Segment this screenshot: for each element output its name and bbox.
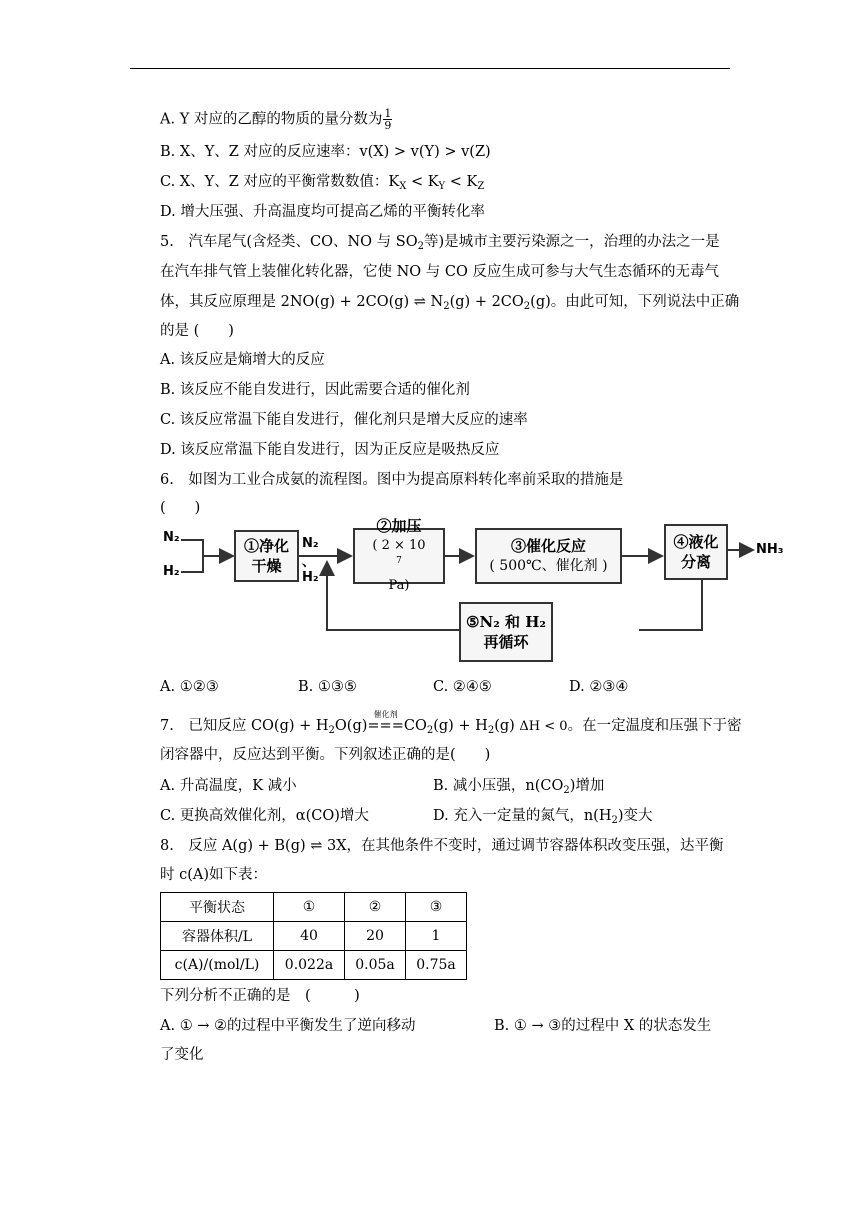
fraction: $\frac{1}{9}$ xyxy=(384,107,392,132)
n2-label: N₂ xyxy=(163,530,180,545)
table-cell: 0.75a xyxy=(406,951,467,980)
q8-stem-line1: 8. 反应 A(g) + B(g) ⇌ 3X，在其他条件不变时，通过调节容器体积改变压强，达平衡 xyxy=(160,838,724,854)
q5-stem-line1: 5. 汽车尾气(含烃类、CO、NO 与 $SO_2$等)是城市主要污染源之一，治理的办法之一是 xyxy=(160,234,720,252)
q5-stem-line3: 体，其反应原理是 2NO(g) + 2CO(g) ⇌ $N_2(g) + 2CO_2(g)$。由此可知，下列说法中正确 xyxy=(160,294,740,312)
q8-stem-line3: 下列分析不正确的是 ( ) xyxy=(160,988,360,1004)
q5-stem-line2: 在汽车排气管上装催化转化器，它使 NO 与 CO 反应生成可参与大气生态循环的无毒气 xyxy=(160,264,719,280)
catalyst-arrow: 催化剂 === xyxy=(367,710,404,734)
equilibrium-table xyxy=(160,892,467,980)
table-cell: c(A)/(mol/L) xyxy=(161,951,274,980)
h2-label: H₂ xyxy=(163,564,180,579)
nh3-output-label: NH₃ xyxy=(756,542,784,557)
q8-stem-line2: 时 c(A)如下表： xyxy=(160,867,268,883)
q8-option-b: B. ① → ③的过程中 X 的状态发生 xyxy=(494,1018,712,1034)
table-header-cell: ③ xyxy=(406,893,467,922)
q6-stem-line2: ( ) xyxy=(160,500,201,516)
q5-option-b: B. 该反应不能自发进行，因此需要合适的催化剂 xyxy=(160,382,470,398)
q6-option-a: A. ①②③ xyxy=(160,679,219,695)
liquefy-separate-box: ④液化 分离 xyxy=(664,524,728,580)
q4-option-d: D. 增大压强、升高温度均可提高乙烯的平衡转化率 xyxy=(160,204,485,220)
table-header-row xyxy=(161,893,467,922)
q7-option-b: B. 减小压强，$n(CO_2)$增加 xyxy=(433,778,605,796)
q7-option-a: A. 升高温度，K 减小 xyxy=(160,778,297,794)
purify-dry-box: ①净化 干燥 xyxy=(234,530,299,582)
q6-option-c: C. ②④⑤ xyxy=(433,679,492,695)
q7-option-d: D. 充入一定量的氮气，$n(H_2)$变大 xyxy=(433,808,653,826)
table-cell: 容器体积/L xyxy=(161,922,274,951)
q4-option-b: B. X、Y、Z 对应的反应速率：v(X) > v(Y) > v(Z) xyxy=(160,144,491,160)
q6-option-b: B. ①③⑤ xyxy=(298,679,357,695)
header-rule xyxy=(130,68,730,69)
q4-option-a: A. Y 对应的乙醇的物质的量分数为 $\frac{1}{9}$ xyxy=(160,107,392,132)
q5-option-c: C. 该反应常温下能自发进行，催化剂只是增大反应的速率 xyxy=(160,412,528,428)
catalytic-reaction-box: ③催化反应 ( 500℃、催化剂 ) xyxy=(475,528,622,584)
n2-h2-label: N₂ 、H₂ xyxy=(302,536,319,585)
q6-option-d: D. ②③④ xyxy=(569,679,629,695)
q8-option-b-cont: 了变化 xyxy=(160,1047,204,1063)
q6-stem-line1: 6. 如图为工业合成氨的流程图。图中为提高原料转化率前采取的措施是 xyxy=(160,472,624,488)
table-header-cell: ① xyxy=(274,893,345,922)
q5-option-a: A. 该反应是熵增大的反应 xyxy=(160,352,325,368)
table-header-cell: ② xyxy=(345,893,406,922)
table-row xyxy=(161,951,467,980)
q8-option-a: A. ① → ②的过程中平衡发生了逆向移动 xyxy=(160,1018,416,1034)
table-cell: 20 xyxy=(345,922,406,951)
table-row xyxy=(161,922,467,951)
q5-option-d: D. 该反应常温下能自发进行，因为正反应是吸热反应 xyxy=(160,442,500,458)
q7-option-c: C. 更换高效催化剂，α(CO)增大 xyxy=(160,808,369,824)
table-header-cell: 平衡状态 xyxy=(161,893,274,922)
table-cell: 0.022a xyxy=(274,951,345,980)
table-cell: 1 xyxy=(406,922,467,951)
q4-option-c: C. X、Y、Z 对应的平衡常数数值：$K_X < K_Y < K_Z$ xyxy=(160,174,485,192)
q7-stem-line2: 闭容器中，反应达到平衡。下列叙述正确的是( ) xyxy=(160,747,491,763)
table-cell: 40 xyxy=(274,922,345,951)
q7-stem-line1: 7. 已知反应 $CO(g) + H_2O(g)$ 催化剂 $===CO_2(g) + H_2(g) \Delta H < 0$。在一定温度和压强下于密 xyxy=(160,710,742,736)
q5-stem-line4: 的是 ( ) xyxy=(160,323,234,339)
recycle-box: ⑤N₂ 和 H₂ 再循环 xyxy=(459,602,553,662)
compress-box: ②加压 ( 2 × 10 $^7$ Pa) xyxy=(353,528,445,584)
table-cell: 0.05a xyxy=(345,951,406,980)
